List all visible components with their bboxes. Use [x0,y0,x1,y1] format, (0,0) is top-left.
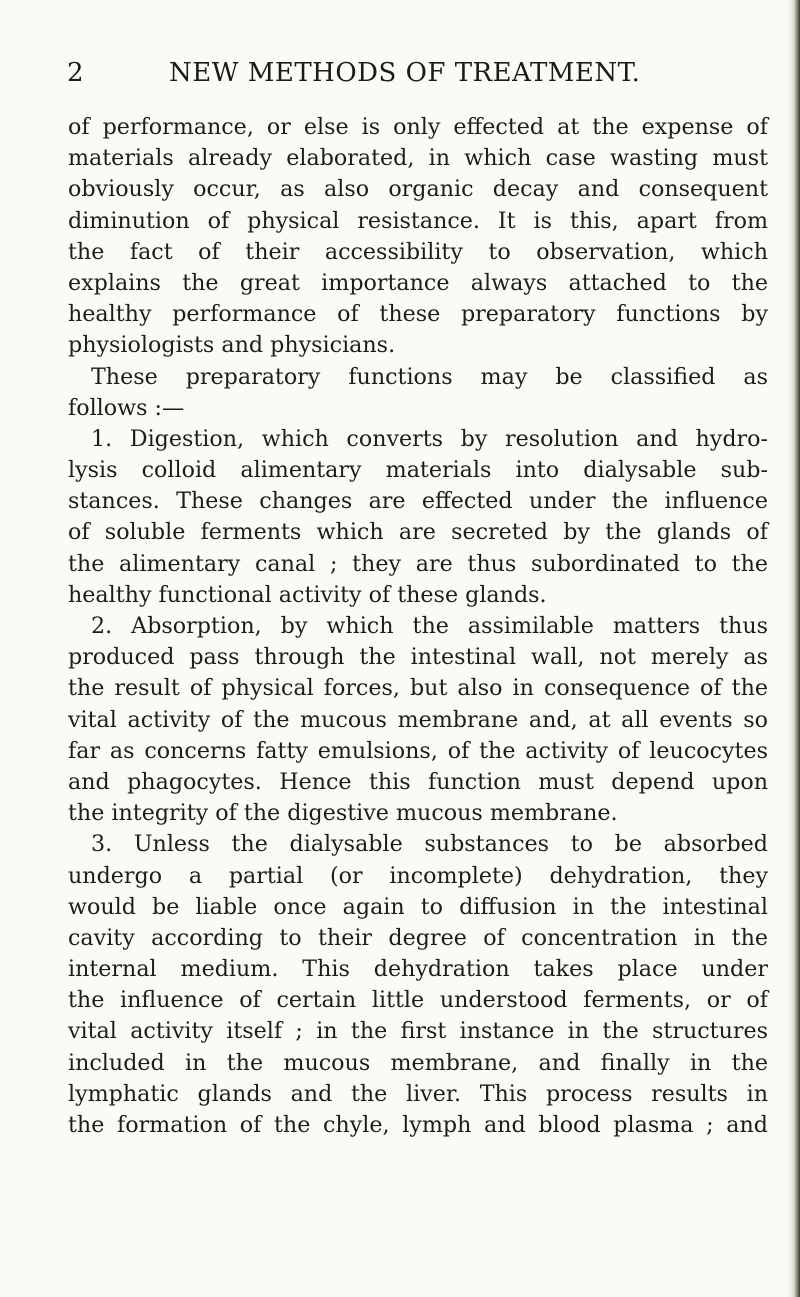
text-line: of soluble ferments which are secreted by the glands of [68,519,768,546]
text-line: the result of physical forces, but also in consequence of the [68,675,768,702]
text-line: of performance, or else is only effected at the expense of [68,114,768,140]
page-header [67,58,755,98]
text-line: cavity according to their degree of concentration in the [68,924,768,951]
page-number: 2 [67,58,85,88]
text-line: the formation of the chyle, lymph and blood plasma ; and [68,1112,768,1138]
text-line: the integrity of the digestive mucous membrane. [68,800,618,827]
text-line: 1. Digestion, which converts by resolution and hydro- [91,425,768,452]
text-line: materials already elaborated, in which case wasting must [68,145,768,172]
text-line: explains the great importance always attached to the [68,269,768,296]
text-line: These preparatory functions may be classified as [91,363,768,390]
text-line: physiologists and physicians. [68,332,396,359]
text-line: obviously occur, as also organic decay and consequent [68,176,768,203]
text-line: internal medium. This dehydration takes place under [68,956,768,983]
text-line: vital activity itself ; in the first instance in the structures [68,1018,768,1045]
text-line: diminution of physical resistance. It is this, apart from [68,207,768,234]
text-line: lymphatic glands and the liver. This process results in [68,1080,768,1107]
text-line: stances. These changes are effected under the influence [68,488,768,515]
text-line: follows :— [68,394,185,421]
text-line: healthy performance of these preparatory functions by [68,301,768,328]
text-line: would be liable once again to diffusion in the intestinal [68,893,768,920]
text-line: 2. Absorption, by which the assimilable matters thus [91,613,768,639]
text-line: the fact of their accessibility to observation, which [68,238,768,265]
text-line: healthy functional activity of these glands. [68,581,547,608]
text-line: and phagocytes. Hence this function must depend upon [68,768,768,795]
text-line: included in the mucous membrane, and finally in the [68,1049,768,1076]
text-line: far as concerns fatty emulsions, of the activity of leucocytes [68,737,768,764]
body-text [68,112,768,1141]
text-line: the alimentary canal ; they are thus subordinated to the [68,550,768,577]
text-line: undergo a partial (or incomplete) dehydration, they [68,862,768,889]
running-title: NEW METHODS OF TREATMENT. [169,58,641,88]
text-line: produced pass through the intestinal wall, not merely as [68,644,768,671]
text-line: the influence of certain little understood ferments, or of [68,987,768,1014]
text-line: vital activity of the mucous membrane and, at all events so [68,706,768,733]
page-edge [790,0,800,1297]
text-line: lysis colloid alimentary materials into dialysable sub- [68,457,768,484]
text-line: 3. Unless the dialysable substances to be absorbed [91,831,768,858]
